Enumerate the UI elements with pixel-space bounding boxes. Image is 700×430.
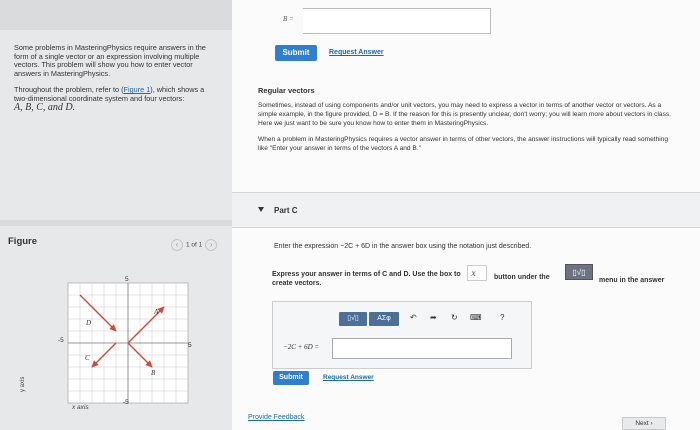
vector-d-label: D <box>86 319 92 327</box>
caret-down-icon[interactable] <box>258 207 264 212</box>
redo-icon[interactable]: ➦ <box>430 313 437 322</box>
provide-feedback-link[interactable]: Provide Feedback <box>248 414 305 421</box>
figure-panel <box>0 226 232 430</box>
part-c-express-text: Express your answer in terms of C and D. Use the box to create vectors. <box>272 271 461 287</box>
tick-x-max: 5 <box>188 342 192 349</box>
chevron-right-icon[interactable]: › <box>205 239 217 251</box>
expression-input[interactable] <box>332 338 512 359</box>
help-button[interactable]: ? <box>500 313 505 322</box>
intro-panel <box>0 30 232 220</box>
next-button[interactable]: Next › <box>622 417 666 430</box>
top-request-answer-link[interactable]: Request Answer <box>329 49 384 56</box>
part-c-submit-button[interactable]: Submit <box>273 371 309 385</box>
x-axis-label: x axis <box>72 404 89 411</box>
figure-title: Figure <box>8 236 38 247</box>
vector-c-label: C <box>85 354 90 362</box>
part-c-header[interactable] <box>232 192 700 228</box>
part-c-instruction: Enter the expression −2C + 6D in the answer box using the notation just described. <box>274 243 532 250</box>
button-under-text: button under the <box>494 274 550 281</box>
part-c-request-answer-link[interactable]: Request Answer <box>323 374 374 381</box>
tick-x-min: -5 <box>58 337 64 344</box>
figure-page-count: 1 of 1 <box>186 241 203 249</box>
regular-vectors-paragraph-1: Sometimes, instead of using components and/or unit vectors, you may need to express a vector in terms of another vector or vectors. As a simple example, in the figure provided, D = B. If the reason for this is presently unclear, don't worry; you will learn more about vectors in class. Here we just want to be sure you know how to enter them in MasteringPhysics. <box>258 102 672 128</box>
intro-vector-list: A, B, C, and D. <box>14 101 76 113</box>
vector-b-label: B <box>151 369 156 377</box>
top-answer-input[interactable] <box>303 8 491 34</box>
templates-menu-icon: ▯√▯ <box>565 264 593 280</box>
vector-a-label: A <box>154 308 159 316</box>
menu-in-answer-text: menu in the answer <box>599 277 665 284</box>
top-submit-button[interactable]: Submit <box>275 45 317 61</box>
reset-icon[interactable]: ↻ <box>451 313 458 322</box>
figure-1-link[interactable]: Figure 1 <box>123 85 151 95</box>
tick-y-max: 5 <box>125 276 129 283</box>
undo-icon[interactable]: ↶ <box>410 313 417 322</box>
regular-vectors-heading: Regular vectors <box>258 86 315 95</box>
intro-p2-prefix: Throughout the problem, refer to ( <box>14 85 124 95</box>
vector-template-button[interactable]: x⃗ <box>467 265 487 281</box>
intro-p2-suffix: ), which shows a two-dimensional coordinate system and four vectors: <box>14 85 205 103</box>
y-axis-label: y axis <box>20 376 26 392</box>
part-c-label[interactable]: Part C <box>274 206 298 215</box>
regular-vectors-section <box>258 86 678 159</box>
chevron-left-icon[interactable]: ‹ <box>171 239 183 251</box>
expression-label: −2C + 6D = <box>283 343 320 351</box>
keyboard-icon[interactable]: ⌨ <box>470 313 482 322</box>
intro-paragraph-2 <box>14 86 220 112</box>
intro-paragraph-1: Some problems in MasteringPhysics require answers in the form of a single vector or an expression involving multiple vectors. This problem will show you how to enter vector answers in MasteringPhysics. <box>14 43 206 78</box>
tick-y-min: -5 <box>123 399 129 406</box>
symbols-button[interactable]: ΑΣφ <box>369 312 399 326</box>
vector-graph <box>0 226 232 430</box>
regular-vectors-paragraph-2: When a problem in MasteringPhysics requires a vector answer in terms of other vectors, the answer instructions will typically read something like "Enter your answer in terms of the vectors A and B." <box>258 135 669 152</box>
top-answer-label: B = <box>283 15 294 23</box>
templates-button[interactable]: ▯√▯ <box>339 312 367 326</box>
